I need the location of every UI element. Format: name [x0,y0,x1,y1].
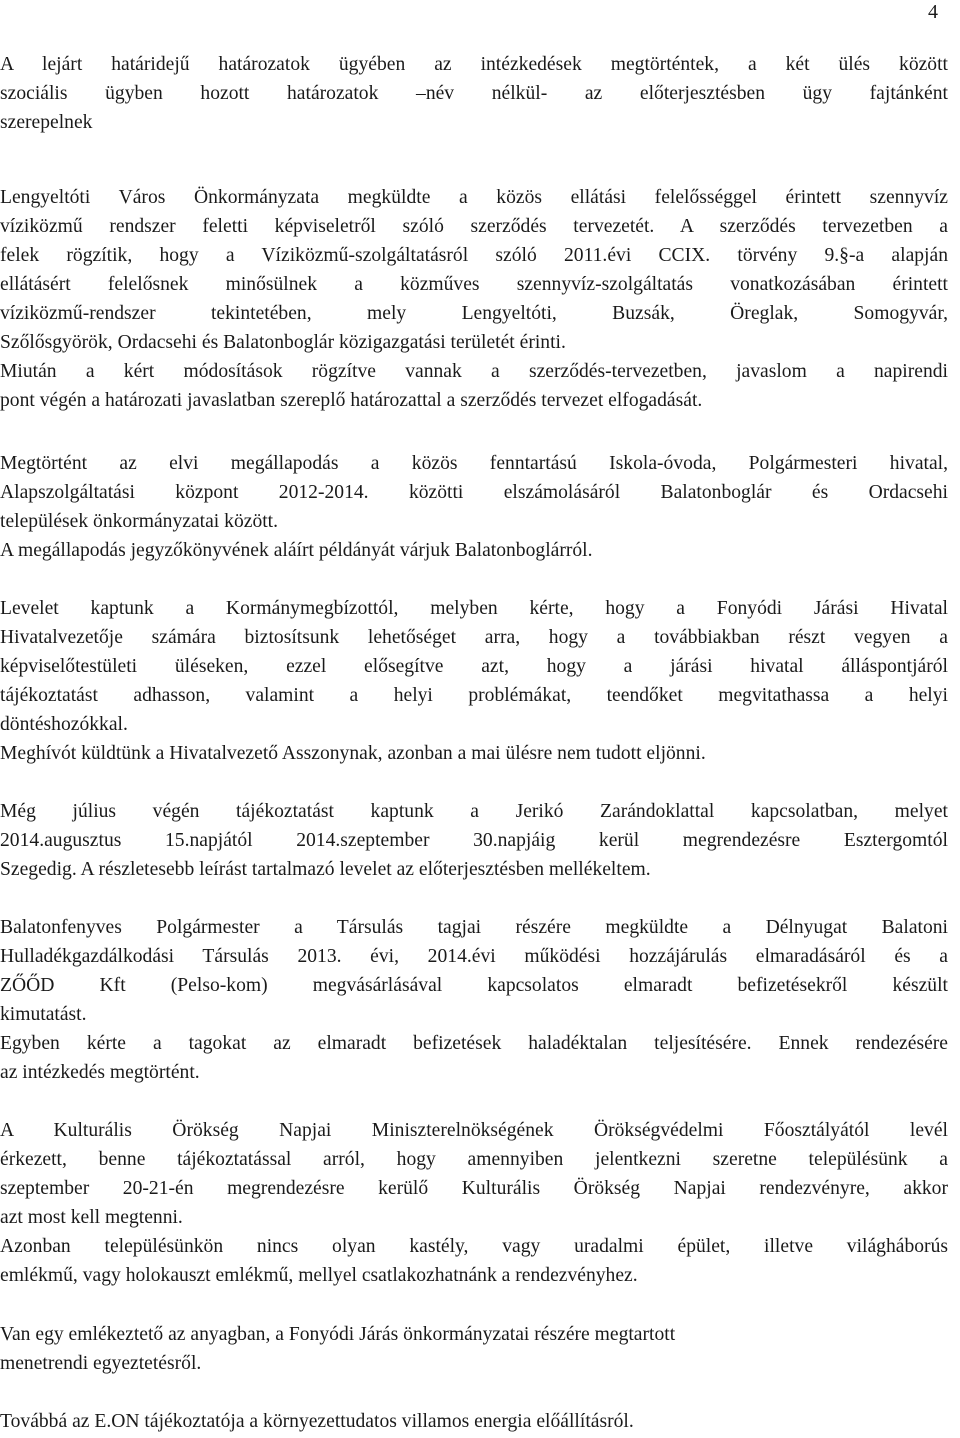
text-line: víziközmű rendszer feletti képviseletről szóló szerződés tervezetét. A szerződés tervezetben a [0,216,948,237]
text-line: ellátásért felelősnek minősülnek a közműves szennyvíz-szolgáltatás vonatkozásában érintett [0,274,948,295]
text-line: szerepelnek [0,112,93,133]
text-line: Lengyeltóti Város Önkormányzata megküldte a közös ellátási felelősséggel érintett szennyvíz [0,187,948,208]
text-line: Továbbá az E.ON tájékoztatója a környezettudatos villamos energia előállításról. [0,1411,634,1432]
text-line: emlékmű, vagy holokauszt emlékmű, mellyel csatlakozhatnánk a rendezvényhez. [0,1265,638,1286]
text-line: szeptember 20-21-én megrendezésre kerülő Kulturális Örökség Napjai rendezvényre, akkor [0,1178,948,1199]
text-line: víziközmű-rendszer tekintetében, mely Lengyeltóti, Buzsák, Öreglak, Somogyvár, [0,303,948,324]
text-line: azt most kell megtenni. [0,1207,183,1228]
text-line: az intézkedés megtörtént. [0,1062,200,1083]
text-line: A lejárt határidejű határozatok ügyében az intézkedések megtörténtek, a két ülés között [0,54,948,75]
text-line: felek rögzítik, hogy a Víziközmű-szolgáltatásról szóló 2011.évi CCIX. törvény 9.§-a alapján [0,245,948,266]
text-line: települések önkormányzatai között. [0,511,279,532]
text-line: Balatonfenyves Polgármester a Társulás tagjai részére megküldte a Délnyugat Balatoni [0,917,948,938]
text-line: Szegedig. A részletesebb leírást tartalmazó levelet az előterjesztésben mellékeltem. [0,859,651,880]
text-line: tájékoztatást adhasson, valamint a helyi problémákat, teendőket megvitathassa a helyi [0,685,948,706]
text-line: Meghívót küldtünk a Hivatalvezető Asszonynak, azonban a mai ülésre nem tudott eljönni. [0,743,706,764]
text-line: érkezett, benne tájékoztatással arról, hogy amennyiben jelentkezni szeretne településünk a [0,1149,948,1170]
text-line: Miután a kért módosítások rögzítve vannak a szerződés-tervezetben, javaslom a napirendi [0,361,948,382]
text-line: kimutatást. [0,1004,87,1025]
text-line: Egyben kérte a tagokat az elmaradt befizetések haladéktalan teljesítésére. Ennek rendezésére [0,1033,948,1054]
text-line: Azonban településünkön nincs olyan kastély, vagy uradalmi épület, illetve világháborús [0,1236,948,1257]
text-line: A Kulturális Örökség Napjai Miniszterelnökségének Örökségvédelmi Főosztályától levél [0,1120,948,1141]
text-line: képviselőtestületi üléseken, ezzel elősegítve azt, hogy a járási hivatal álláspontjáról [0,656,948,677]
text-line: Van egy emlékeztető az anyagban, a Fonyódi Járás önkormányzatai részére megtartott [0,1324,676,1345]
text-line: Alapszolgáltatási központ 2012-2014. közötti elszámolásáról Balatonboglár és Ordacsehi [0,482,948,503]
page-number: 4 [928,1,938,23]
text-line: menetrendi egyeztetésről. [0,1353,202,1374]
text-line: Levelet kaptunk a Kormánymegbízottól, melyben kérte, hogy a Fonyódi Járási Hivatal [0,598,948,619]
text-line: Még július végén tájékoztatást kaptunk a Jerikó Zarándoklattal kapcsolatban, melyet [0,801,948,822]
text-line: döntéshozókkal. [0,714,128,735]
text-line: Hivatalvezetője számára biztosítsunk lehetőséget arra, hogy a továbbiakban részt vegyen a [0,627,948,648]
text-line: Hulladékgazdálkodási Társulás 2013. évi, 2014.évi működési hozzájárulás elmaradásáról és a [0,946,948,967]
text-line: Szőlősgyörök, Ordacsehi és Balatonboglár közigazgatási területét érinti. [0,332,566,353]
text-line: 2014.augusztus 15.napjától 2014.szeptember 30.napjáig kerül megrendezésre Esztergomtól [0,830,948,851]
text-line: pont végén a határozati javaslatban szereplő határozattal a szerződés tervezet elfogadását. [0,390,703,411]
text-line: ZŐŐD Kft (Pelso-kom) megvásárlásával kapcsolatos elmaradt befizetésekről készült [0,975,948,996]
text-line: A megállapodás jegyzőkönyvének aláírt példányát várjuk Balatonboglárról. [0,540,593,561]
text-line: Megtörtént az elvi megállapodás a közös fenntartású Iskola-óvoda, Polgármesteri hivatal, [0,453,948,474]
text-line: szociális ügyben hozott határozatok –név nélkül- az előterjesztésben ügy fajtánként [0,83,948,104]
